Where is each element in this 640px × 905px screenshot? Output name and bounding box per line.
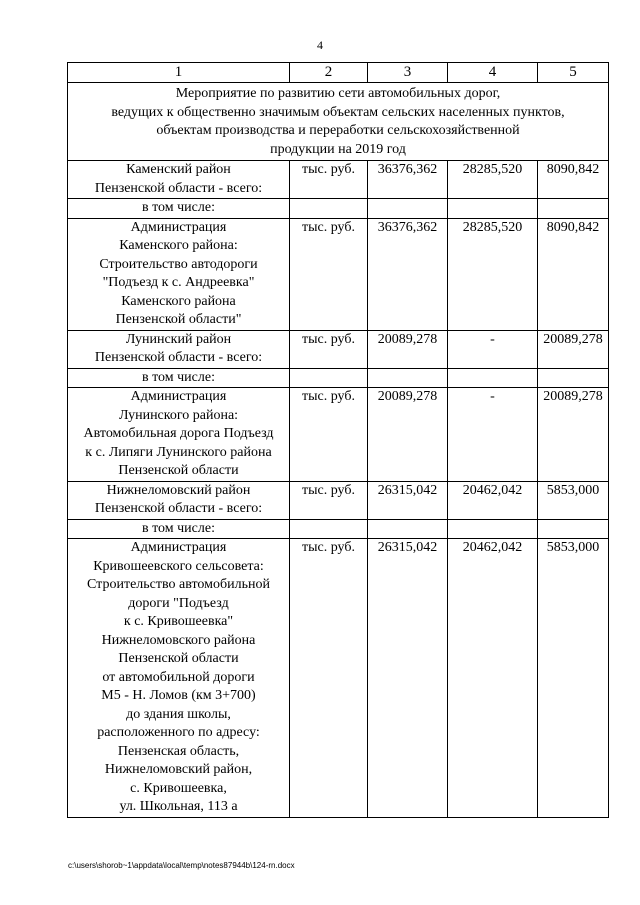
row-description: Нижнеломовский район Пензенской области - всего: [68,481,290,519]
row-unit: тыс. руб. [290,161,368,199]
row-value-col4: - [448,330,538,368]
row-value-col5: 20089,278 [538,388,609,482]
row-value-col4 [448,368,538,388]
funding-table [67,62,609,818]
row-description: Администрация Кривошеевского сельсовета: Строительство автомобильной дороги "Подъезд к с. Кривошеевка" Нижнеломовского района Пензенской области от автомобильной дороги М5 - Н. Ломов (км 3+700) до здания школы, расположенного по адресу: Пензенская область, Нижнеломовский район, с. Кривошеевка, ул. Школьная, 113 а [68,539,290,818]
row-unit [290,368,368,388]
row-value-col4: 28285,520 [448,161,538,199]
row-unit: тыс. руб. [290,330,368,368]
row-value-col4: 28285,520 [448,218,538,330]
row-value-col3: 20089,278 [368,330,448,368]
row-value-col3: 26315,042 [368,481,448,519]
row-value-col3: 36376,362 [368,218,448,330]
row-description: в том числе: [68,368,290,388]
row-unit: тыс. руб. [290,481,368,519]
row-value-col5: 20089,278 [538,330,609,368]
header-cell-5: 5 [538,63,609,83]
header-row [68,63,609,83]
row-value-col3: 20089,278 [368,388,448,482]
row-description: Администрация Каменского района: Строительство автодороги "Подъезд к с. Андреевка" Каменского района Пензенской области" [68,218,290,330]
row-value-col4 [448,519,538,539]
table-row [68,161,609,199]
file-path: c:\users\shorob~1\appdata\local\temp\notes87944b\124-rn.docx [68,861,295,870]
section-title: Мероприятие по развитию сети автомобильных дорог, ведущих к общественно значимым объектам сельских населенных пунктов, объектам производства и переработки сельскохозяйственной продукции на 2019 год [68,83,609,161]
table-row [68,368,609,388]
row-value-col5: 5853,000 [538,481,609,519]
row-description: Администрация Лунинского района: Автомобильная дорога Подъезд к с. Липяги Лунинского района Пензенской области [68,388,290,482]
row-value-col3 [368,519,448,539]
table-row [68,388,609,482]
row-unit: тыс. руб. [290,218,368,330]
row-value-col5 [538,199,609,219]
section-title-row [68,83,609,161]
row-value-col4: 20462,042 [448,481,538,519]
row-unit: тыс. руб. [290,388,368,482]
table-row [68,199,609,219]
row-value-col5 [538,368,609,388]
row-value-col5: 8090,842 [538,161,609,199]
row-value-col5 [538,519,609,539]
header-cell-2: 2 [290,63,368,83]
row-value-col4: - [448,388,538,482]
row-unit [290,199,368,219]
header-cell-3: 3 [368,63,448,83]
table-row [68,519,609,539]
row-description: Лунинский район Пензенской области - всего: [68,330,290,368]
row-value-col3 [368,368,448,388]
row-value-col3: 26315,042 [368,539,448,818]
row-value-col4: 20462,042 [448,539,538,818]
row-value-col3: 36376,362 [368,161,448,199]
page-number: 4 [317,38,323,52]
row-value-col5: 8090,842 [538,218,609,330]
row-description: в том числе: [68,199,290,219]
row-value-col4 [448,199,538,219]
row-value-col3 [368,199,448,219]
table-row [68,481,609,519]
row-unit [290,519,368,539]
row-value-col5: 5853,000 [538,539,609,818]
table-row [68,539,609,818]
row-description: в том числе: [68,519,290,539]
table-row [68,218,609,330]
header-cell-1: 1 [68,63,290,83]
table-row [68,330,609,368]
row-unit: тыс. руб. [290,539,368,818]
header-cell-4: 4 [448,63,538,83]
row-description: Каменский район Пензенской области - всего: [68,161,290,199]
